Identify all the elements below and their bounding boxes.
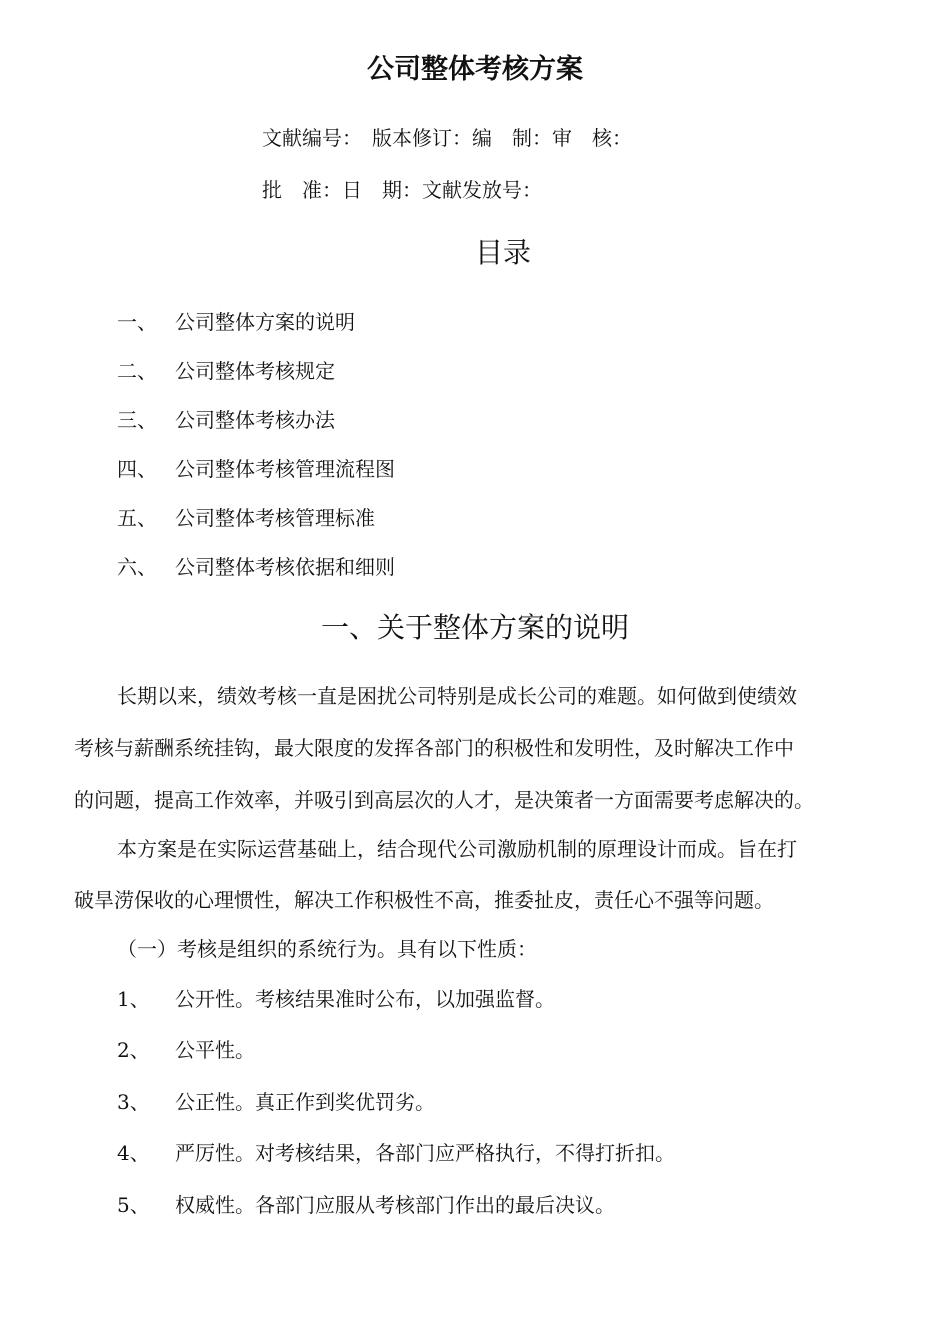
list-item-text: 公开性。考核结果准时公布，以加强监督。 [175, 987, 555, 1011]
document-title: 公司整体考核方案 [367, 54, 583, 85]
list-item-number: 4、 [117, 1141, 150, 1165]
toc-item-text: 公司整体考核办法 [175, 408, 335, 432]
toc-item-text: 公司整体考核依据和细则 [175, 555, 395, 579]
toc-item-text: 公司整体方案的说明 [175, 310, 355, 334]
toc-item-text: 公司整体考核规定 [175, 359, 335, 383]
document-meta-line-1: 文献编号： 版本修订：编 制：审 核： [262, 126, 632, 150]
list-item-number: 2、 [117, 1038, 150, 1062]
paragraph-line: 破旱涝保收的心理惯性，解决工作积极性不高，推委扯皮，责任心不强等问题。 [74, 888, 774, 912]
list-item-text: 公平性。 [175, 1038, 255, 1062]
paragraph-line: 考核与薪酬系统挂钩，最大限度的发挥各部门的积极性和发明性，及时解决工作中 [74, 736, 794, 760]
toc-item-number: 三、 [117, 408, 157, 432]
list-item-text: 公正性。真正作到奖优罚劣。 [175, 1090, 435, 1114]
toc-item-number: 一、 [117, 310, 157, 334]
section-title: 一、关于整体方案的说明 [320, 611, 629, 644]
toc-item-text: 公司整体考核管理流程图 [175, 457, 395, 481]
toc-item-number: 二、 [117, 359, 157, 383]
document-meta-line-2: 批 准：日 期：文献发放号： [262, 178, 542, 202]
list-item-number: 3、 [117, 1090, 150, 1114]
list-item-text: 严厉性。对考核结果，各部门应严格执行，不得打折扣。 [175, 1141, 675, 1165]
paragraph-line: 长期以来，绩效考核一直是困扰公司特别是成长公司的难题。如何做到使绩效 [117, 684, 797, 708]
toc-item-text: 公司整体考核管理标准 [175, 506, 375, 530]
toc-item-number: 四、 [117, 457, 157, 481]
toc-item-number: 六、 [117, 555, 157, 579]
paragraph-line: 的问题，提高工作效率，并吸引到高层次的人才，是决策者一方面需要考虑解决的。 [74, 788, 814, 812]
toc-title: 目录 [474, 236, 531, 269]
paragraph-line: 本方案是在实际运营基础上，结合现代公司激励机制的原理设计而成。旨在打 [117, 837, 797, 861]
list-item-number: 5、 [117, 1193, 150, 1217]
subheading: （一）考核是组织的系统行为。具有以下性质： [117, 937, 537, 961]
toc-item-number: 五、 [117, 506, 157, 530]
list-item-text: 权威性。各部门应服从考核部门作出的最后决议。 [175, 1193, 615, 1217]
list-item-number: 1、 [117, 987, 150, 1011]
